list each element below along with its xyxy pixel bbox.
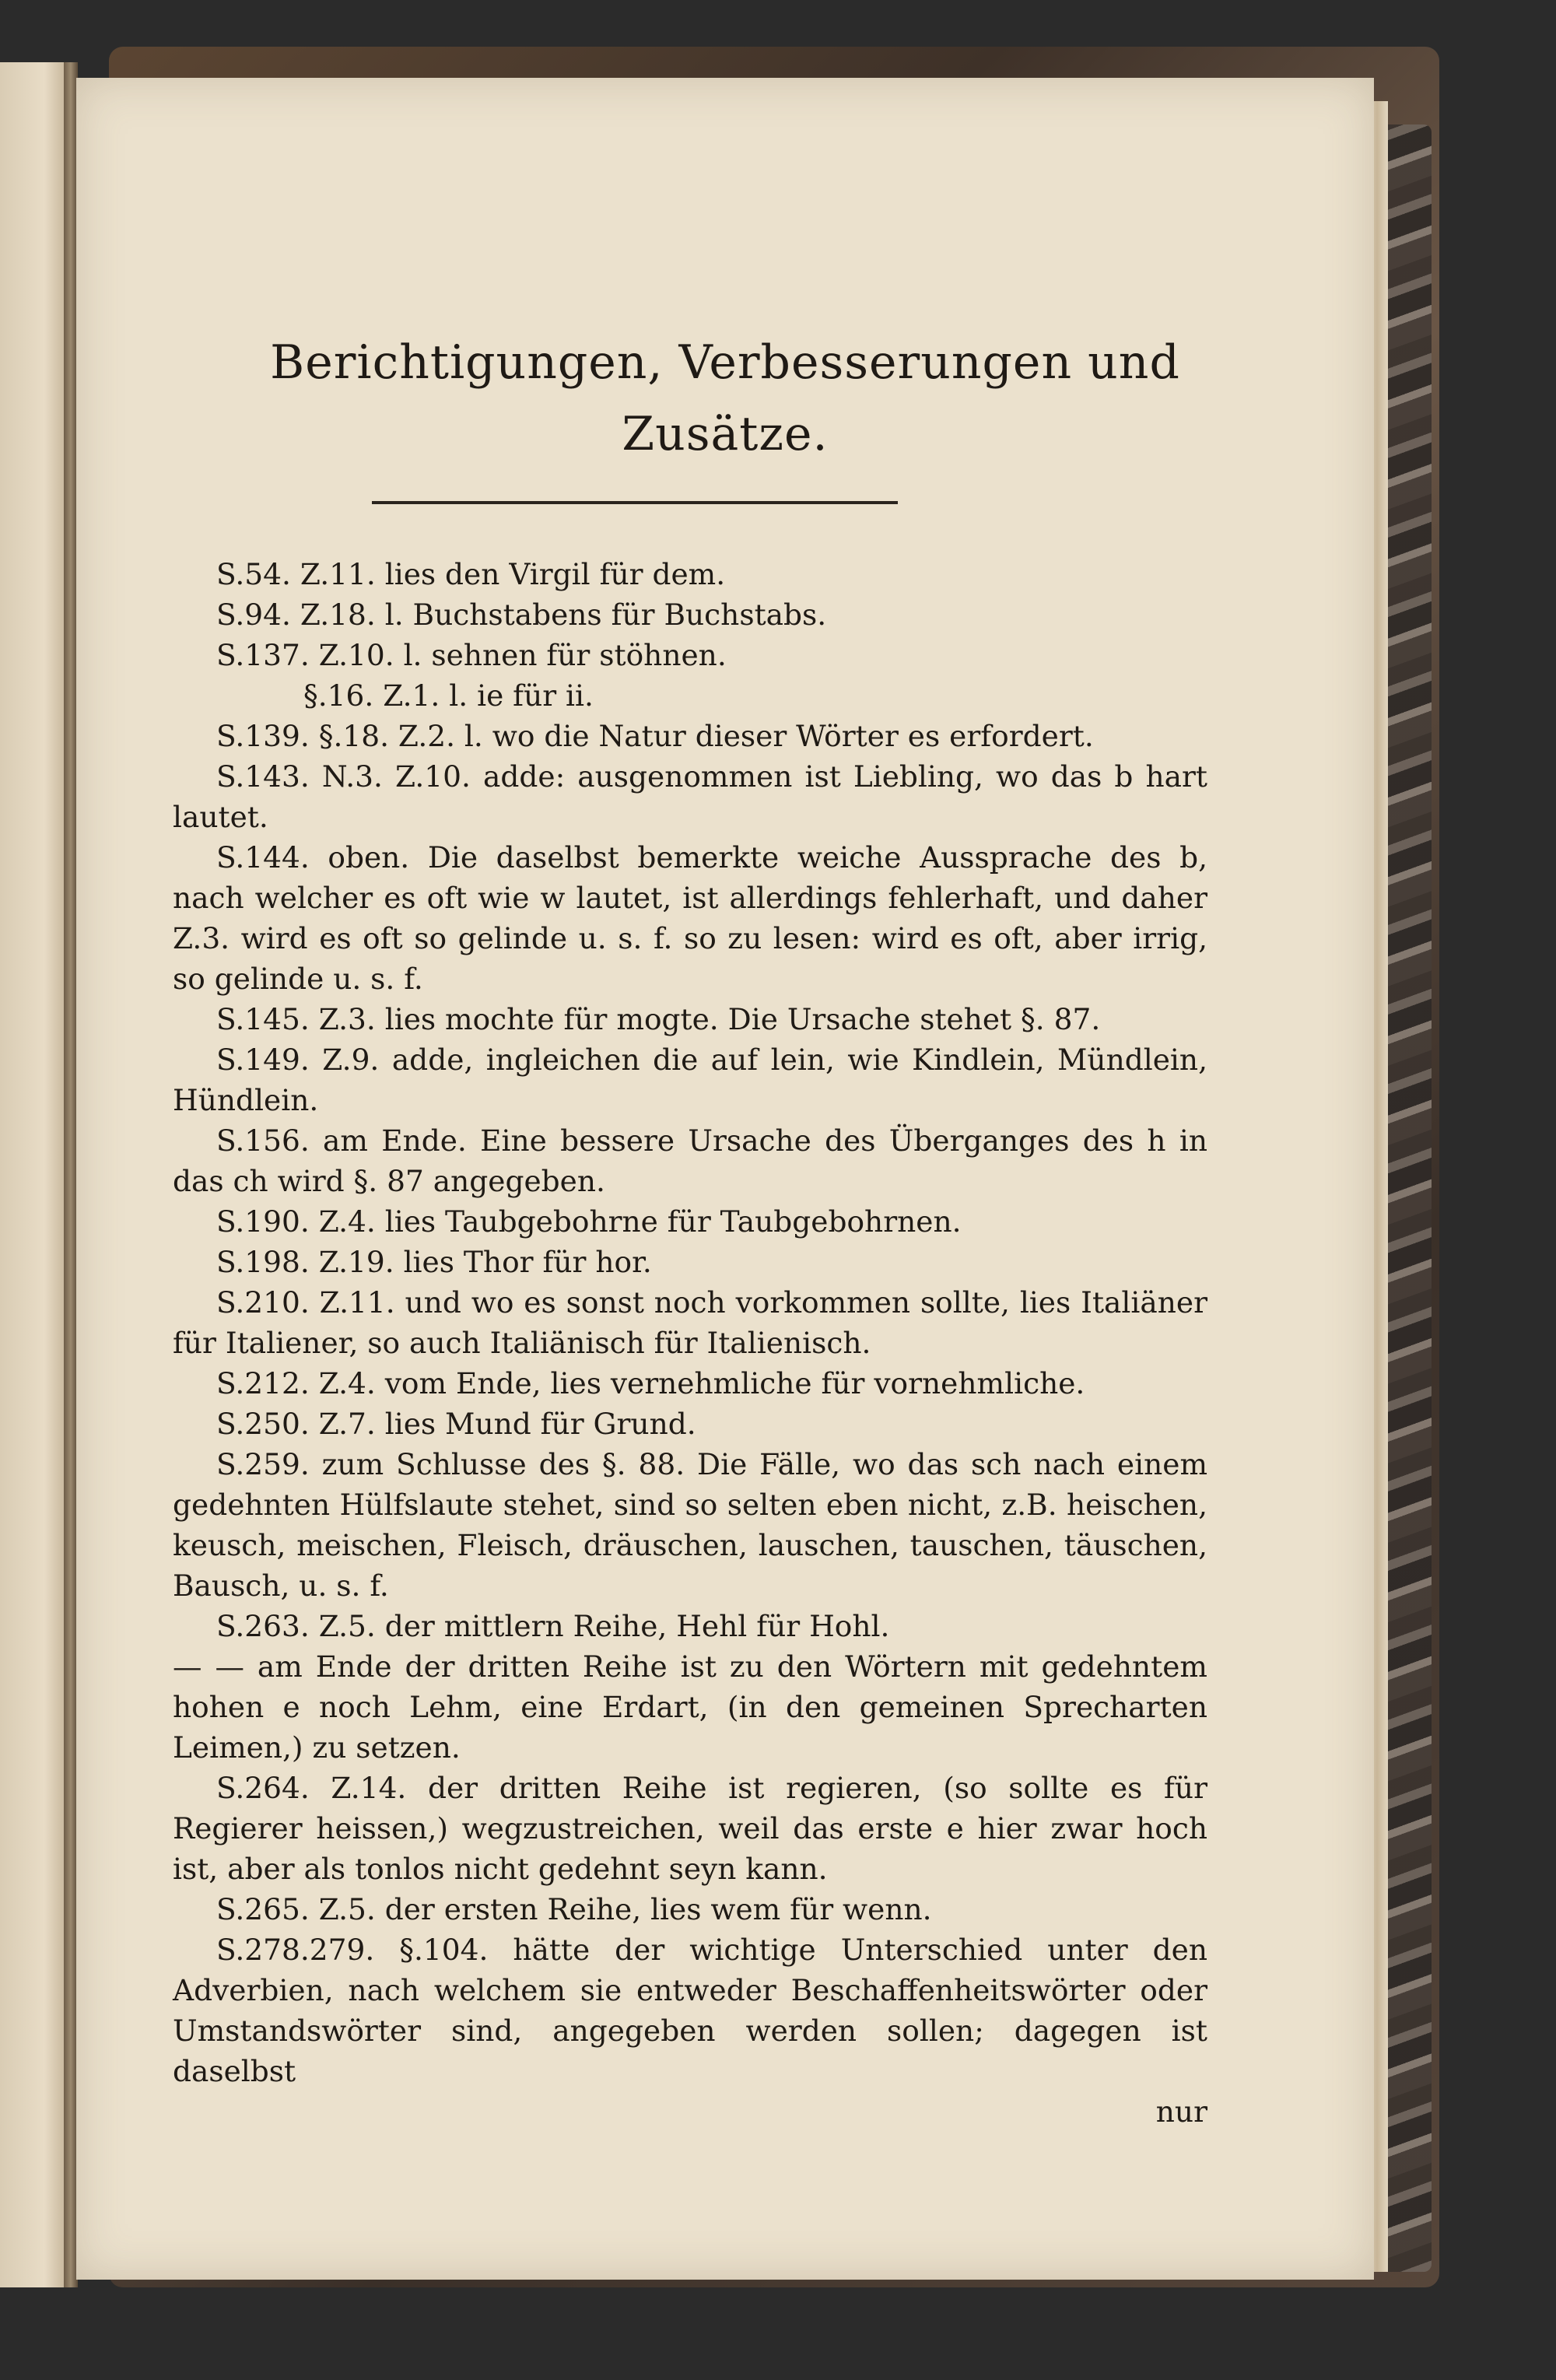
errata-entry: S.198. Z.19. lies Thor für hor. bbox=[216, 1245, 652, 1279]
errata-entry: — — am Ende der dritten Reihe ist zu den Wörtern mit gedehntem hohen e noch Lehm, eine Erdart, (in den gemeinen Sprecharten Leimen,) zu setzen. bbox=[173, 1649, 1207, 1765]
errata-entry: S.137. Z.10. l. sehnen für stöhnen. bbox=[216, 638, 727, 672]
errata-entry: S.278.279. §.104. hätte der wichtige Unterschied unter den Adverbien, nach welchem sie entweder Beschaffenheitswörter oder Umstandswörter sind, angegeben werden sollen; dagegen ist daselbst bbox=[173, 1933, 1207, 2088]
errata-entry: S.94. Z.18. l. Buchstabens für Buchstabs. bbox=[216, 598, 827, 632]
errata-entry: §.16. Z.1. l. ie für ii. bbox=[303, 678, 594, 713]
errata-entry: S.149. Z.9. adde, ingleichen die auf lein, wie Kindlein, Mündlein, Hündlein. bbox=[173, 1043, 1207, 1117]
errata-entry: S.156. am Ende. Eine bessere Ursache des Überganges des h in das ch wird §. 87 angegeben. bbox=[173, 1123, 1207, 1198]
errata-list bbox=[173, 554, 1207, 2132]
right-page bbox=[76, 78, 1374, 2280]
errata-entry: S.139. §.18. Z.2. l. wo die Natur dieser Wörter es erfordert. bbox=[216, 719, 1094, 753]
errata-entry: S.190. Z.4. lies Taubgebohrne für Taubgebohrnen. bbox=[216, 1204, 962, 1239]
errata-entry: S.263. Z.5. der mittlern Reihe, Hehl für Hohl. bbox=[216, 1609, 890, 1643]
left-page-edge bbox=[0, 62, 74, 2287]
errata-entry: S.145. Z.3. lies mochte für mogte. Die Ursache stehet §. 87. bbox=[216, 1002, 1101, 1036]
errata-entry: S.250. Z.7. lies Mund für Grund. bbox=[216, 1407, 696, 1441]
errata-entry: S.212. Z.4. vom Ende, lies vernehmliche für vornehmliche. bbox=[216, 1366, 1085, 1400]
title-rule bbox=[372, 501, 898, 504]
errata-entry: S.144. oben. Die daselbst bemerkte weiche Aussprache des b, nach welcher es oft wie w lautet, ist allerdings fehlerhaft, und daher Z.3. wird es oft so gelinde u. s. f. so zu lesen: wird es oft, aber irrig, so gelinde u. s. f. bbox=[173, 840, 1207, 996]
errata-entry: S.264. Z.14. der dritten Reihe ist regieren, (so sollte es für Regierer heissen,) wegzustreichen, weil das erste e hier zwar hoch ist, aber als tonlos nicht gedehnt seyn kann. bbox=[173, 1771, 1207, 1886]
errata-entry: S.210. Z.11. und wo es sonst noch vorkommen sollte, lies Italiäner für Italiener, so auch Italiänisch für Italienisch. bbox=[173, 1285, 1207, 1360]
errata-entry: S.259. zum Schlusse des §. 88. Die Fälle, wo das sch nach einem gedehnten Hülfslaute stehet, sind so selten eben nicht, z.B. heischen, keusch, meischen, Fleisch, dräuschen, lauschen, tauschen, täuschen, Bausch, u. s. f. bbox=[173, 1447, 1207, 1603]
page-title bbox=[76, 327, 1374, 470]
errata-entry: S.54. Z.11. lies den Virgil für dem. bbox=[216, 557, 726, 591]
title-line-1: Berichtigungen, Verbesserungen und bbox=[270, 335, 1180, 390]
errata-entry: S.143. N.3. Z.10. adde: ausgenommen ist Liebling, wo das b hart lautet. bbox=[173, 759, 1207, 834]
errata-entry: S.265. Z.5. der ersten Reihe, lies wem für wenn. bbox=[216, 1892, 932, 1926]
title-line-2: Zusätze. bbox=[622, 407, 829, 461]
catchword: nur bbox=[1155, 2094, 1207, 2129]
